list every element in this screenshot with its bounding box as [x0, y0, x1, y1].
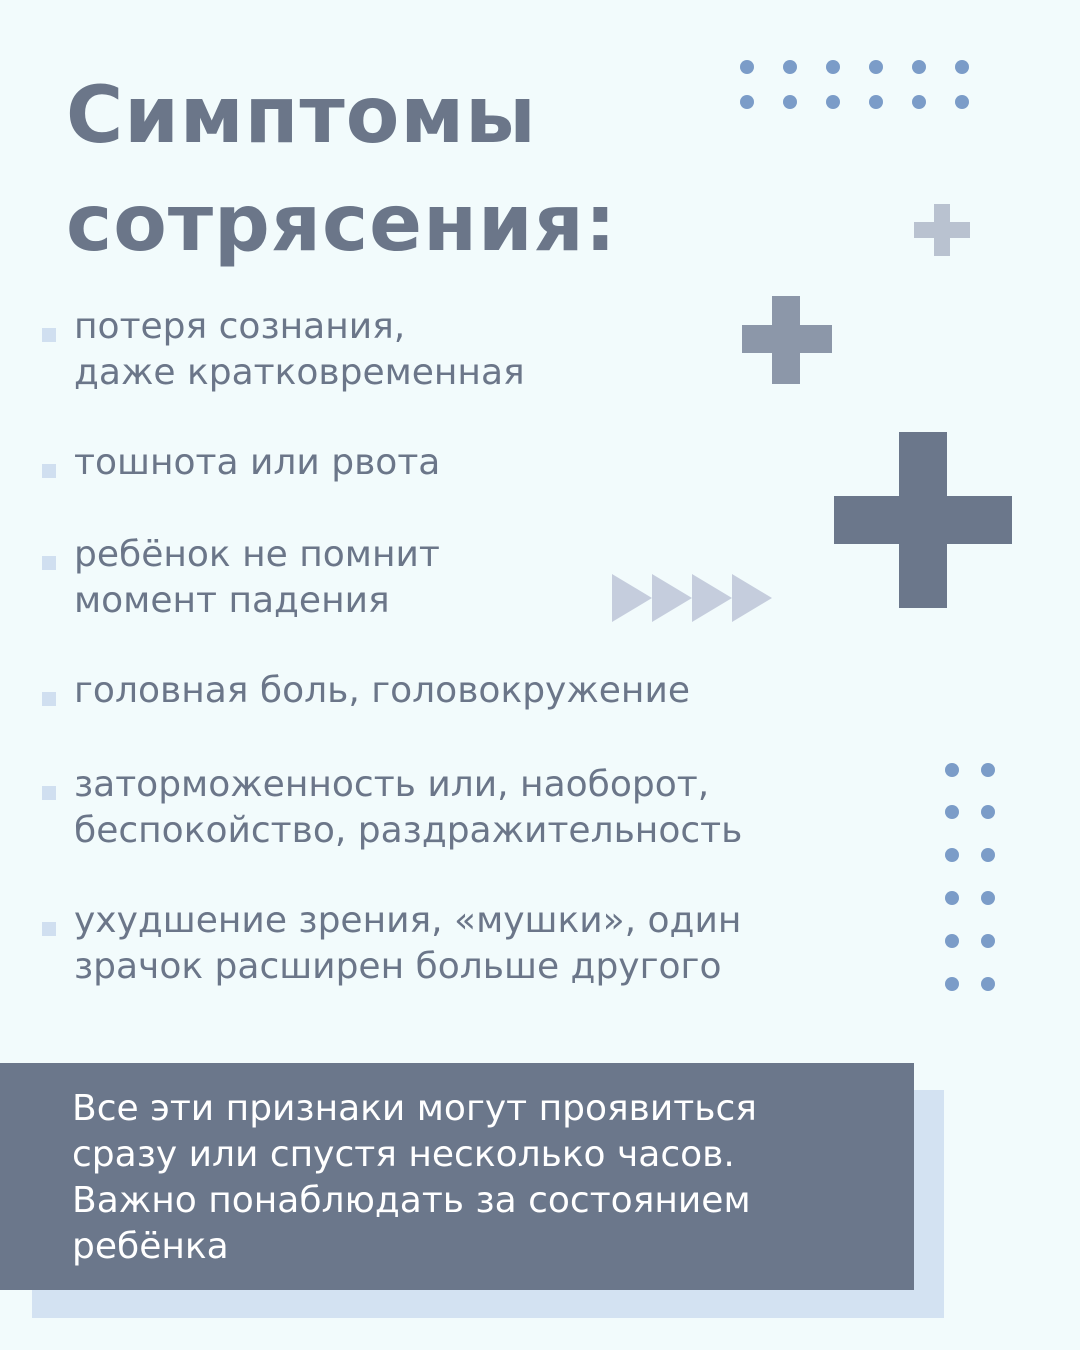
note-line: Важно понаблюдать за состоянием [72, 1180, 751, 1221]
bullet-icon [42, 922, 56, 936]
symptom-text [74, 532, 440, 624]
symptom-text [74, 762, 742, 854]
bullet-icon [42, 786, 56, 800]
bullet-icon [42, 464, 56, 478]
symptom-line: зрачок расширен больше другого [74, 946, 722, 987]
symptom-line: момент падения [74, 580, 390, 621]
symptom-line: ребёнок не помнит [74, 534, 440, 575]
symptom-line: тошнота или рвота [74, 442, 441, 483]
symptom-line: даже кратковременная [74, 352, 525, 393]
bullet-icon [42, 692, 56, 706]
plus-icon [834, 432, 1012, 608]
bullet-icon [42, 556, 56, 570]
symptom-line: потеря сознания, [74, 306, 406, 347]
dot-grid-decoration [734, 54, 984, 114]
note-line: Все эти признаки могут проявиться [72, 1088, 757, 1129]
triangle-arrows-decoration [612, 574, 776, 622]
symptom-text [74, 668, 690, 714]
page-title [66, 62, 786, 278]
symptom-line: головная боль, головокружение [74, 670, 691, 711]
note-line: ребёнка [72, 1226, 229, 1267]
symptom-text [74, 304, 525, 396]
symptom-line: беспокойство, раздражительность [74, 810, 743, 851]
dot-grid-decoration [940, 756, 1002, 996]
note-text [72, 1086, 757, 1270]
symptom-line: ухудшение зрения, «мушки», один [74, 900, 742, 941]
plus-icon [742, 296, 832, 384]
title-line-1: Симптомы [66, 71, 537, 161]
symptom-text [74, 898, 741, 990]
symptom-line: заторможенность или, наоборот, [74, 764, 710, 805]
note-line: сразу или спустя несколько часов. [72, 1134, 735, 1175]
title-line-2: сотрясения: [66, 179, 617, 269]
bullet-icon [42, 328, 56, 342]
symptom-text [74, 440, 440, 486]
plus-icon [914, 204, 970, 256]
